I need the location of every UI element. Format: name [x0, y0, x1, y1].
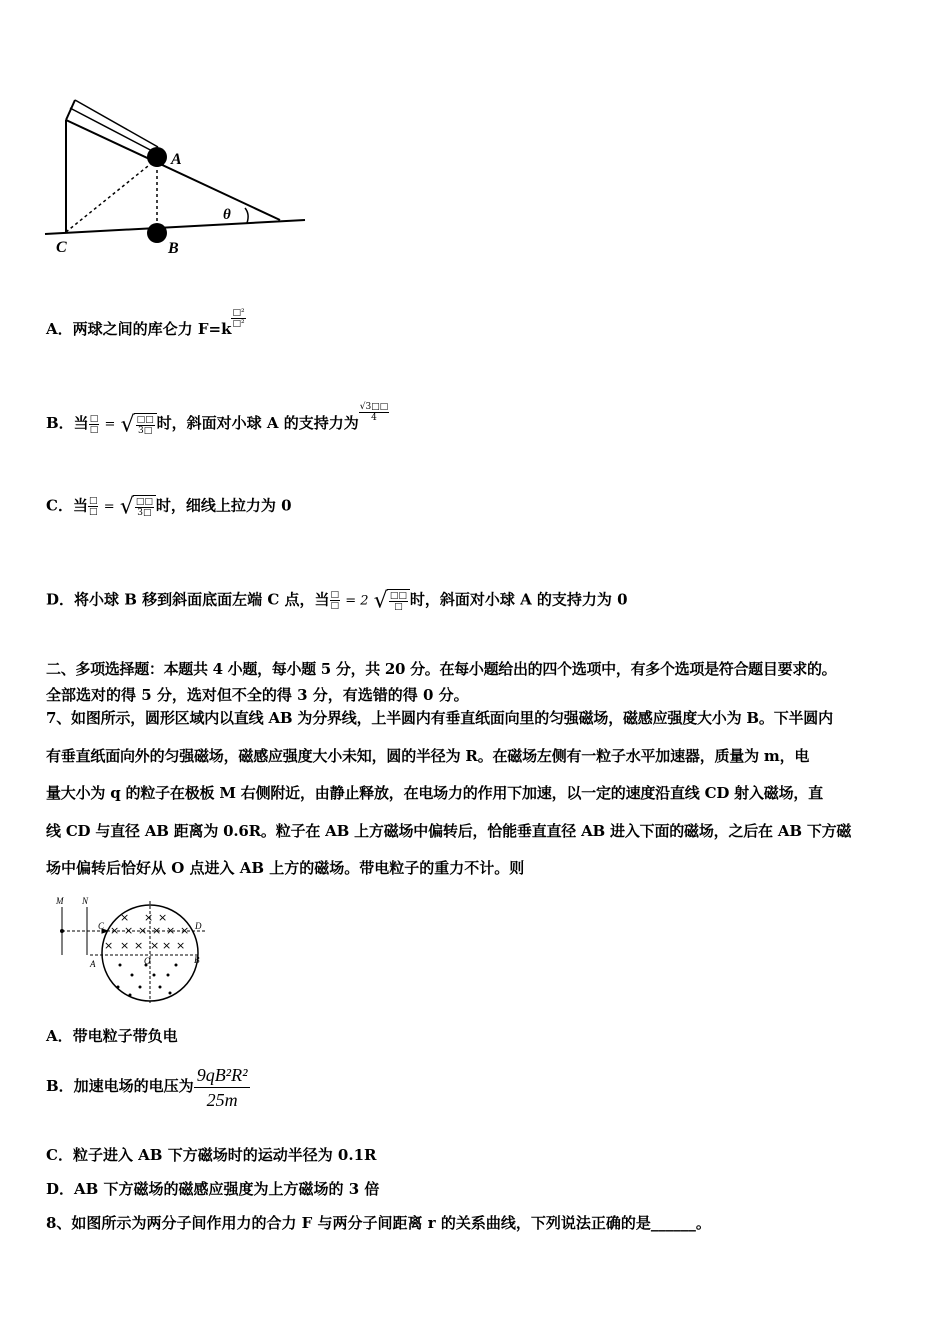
- angle-arc: [245, 208, 248, 223]
- option-B: [46, 402, 389, 436]
- dashed-line-CA: [66, 158, 158, 232]
- formula-voltage: $\frac{\text{9qB²R²}}{25m}$: [194, 1063, 251, 1112]
- svg-text:×: ×: [166, 924, 176, 937]
- ball-A: [147, 147, 167, 167]
- formula-sqrt: √ $\frac{□□}{3□}$: [120, 495, 156, 518]
- option-B-text: 时，斜面对小球 A 的支持力为: [156, 414, 359, 432]
- svg-text:×: ×: [176, 939, 186, 952]
- option-D-text: 时，斜面对小球 A 的支持力为 0: [409, 590, 628, 609]
- option-A: [46, 308, 246, 339]
- q7-line-4: 线 CD 与直径 AB 距离为 0.6R。粒子在 AB 上方磁场中偏转后，恰能垂直直径 AB 进入下面的磁场，之后在 AB 下方磁: [46, 821, 852, 840]
- label-A: A: [171, 151, 182, 168]
- q7-option-C: C．粒子进入 AB 下方磁场时的运动半径为 0.1R: [46, 1146, 377, 1164]
- incline-figure: [40, 92, 320, 262]
- option-D: [46, 589, 628, 612]
- q7-option-B-text: B．加速电场的电压为: [46, 1077, 194, 1095]
- svg-text:×: ×: [158, 911, 168, 924]
- thread-line: [75, 100, 158, 147]
- q7-line-3: 量大小为 q 的粒子在极板 M 右侧附近，由静止释放，在电场力的作用下加速，以一定的速度沿直线 CD 射入磁场，直: [46, 784, 823, 802]
- svg-text:×: ×: [134, 939, 144, 952]
- label-A: A: [90, 959, 96, 969]
- svg-text:×: ×: [150, 939, 160, 952]
- formula-fraction: $\frac{□}{□}$: [330, 590, 340, 611]
- svg-text:×: ×: [120, 911, 130, 924]
- option-C: [46, 495, 292, 518]
- q7-line-1: 7、如图所示，圆形区域内以直线 AB 为分界线，上半圆内有垂直纸面向里的匀强磁场，磁感应强度大小为 B。下半圆内: [46, 709, 833, 727]
- formula-fraction: $\frac{□}{□}$: [88, 496, 98, 517]
- svg-text:×: ×: [180, 924, 190, 937]
- formula-sqrt: √ $\frac{□□}{□}$: [374, 589, 410, 612]
- label-C: C: [56, 239, 67, 256]
- label-D: D: [195, 921, 202, 931]
- equals-sign: = 2: [345, 593, 369, 609]
- svg-text:×: ×: [124, 924, 134, 937]
- label-N: N: [82, 896, 89, 906]
- svg-text:×: ×: [162, 939, 172, 952]
- formula-fraction: $\frac{\text{□²}}{\text{□²}}$: [232, 308, 245, 329]
- svg-text:×: ×: [120, 939, 130, 952]
- equals-sign: =: [104, 417, 116, 432]
- svg-text:×: ×: [104, 939, 114, 952]
- q7-option-D: D．AB 下方磁场的磁感应强度为上方磁场的 3 倍: [46, 1180, 380, 1198]
- formula-fraction: $\frac{□}{□}$: [89, 413, 99, 435]
- svg-text:×: ×: [152, 924, 162, 937]
- question-7-stem: [46, 700, 906, 888]
- formula-sqrt: √ $\frac{□□}{3□}$: [121, 413, 157, 436]
- ball-B: [147, 223, 167, 243]
- formula-result: $\frac{√3□□}{4}$: [359, 402, 389, 423]
- option-C-text: 时，细线上拉力为 0: [155, 496, 292, 515]
- q7-option-A: A．带电粒子带负电: [46, 1027, 178, 1045]
- label-C: C: [98, 921, 105, 931]
- option-B-prefix: B．当: [46, 414, 89, 432]
- option-D-prefix: D．将小球 B 移到斜面底面左端 C 点，当: [46, 590, 330, 609]
- label-B: B: [194, 955, 200, 965]
- incline-slope: [66, 120, 280, 220]
- label-theta: θ: [223, 207, 231, 223]
- svg-text:×: ×: [144, 911, 154, 924]
- svg-text:×: ×: [110, 924, 120, 937]
- option-A-text: A．两球之间的库仑力 F=k: [46, 320, 232, 338]
- label-B: B: [168, 240, 179, 257]
- magnetic-field-figure: [50, 893, 210, 1008]
- option-C-prefix: C．当: [46, 496, 88, 515]
- q7-line-5: 场中偏转后恰好从 O 点进入 AB 上方的磁场。带电粒子的重力不计。则: [46, 859, 525, 877]
- section-2-line-1: 二、多项选择题：本题共 4 小题，每小题 5 分，共 20 分。在每小题给出的四个选项中，有多个选项是符合题目要求的。: [46, 660, 837, 678]
- svg-text:×: ×: [138, 924, 148, 937]
- equals-sign: =: [103, 499, 115, 515]
- label-M: M: [56, 896, 64, 906]
- label-O: O: [144, 956, 151, 966]
- q7-option-B: [46, 1062, 250, 1112]
- question-8-stem: 8、如图所示为两分子间作用力的合力 F 与两分子间距离 r 的关系曲线，下列说法正确的是______。: [46, 1214, 711, 1232]
- section-2-line-2: 全部选对的得 5 分，选对但不全的得 3 分，有选错的得 0 分。: [46, 686, 469, 704]
- q7-line-2: 有垂直纸面向外的匀强磁场，磁感应强度大小未知，圆的半径为 R。在磁场左侧有一粒子水平加速器，质量为 m，电: [46, 746, 810, 765]
- ground-line: [45, 220, 305, 234]
